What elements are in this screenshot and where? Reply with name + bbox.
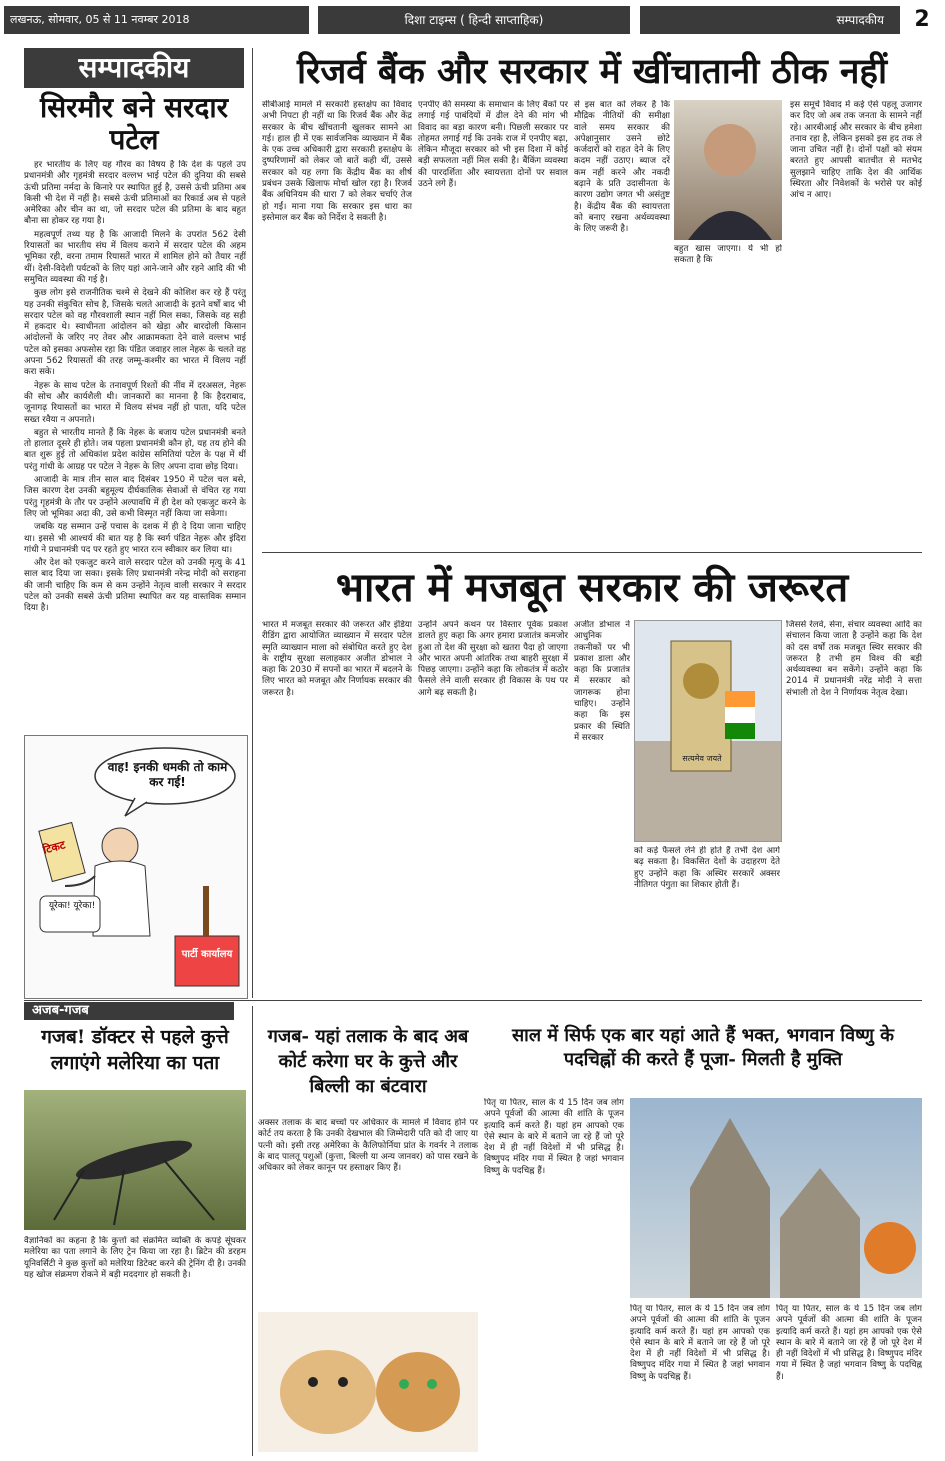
editorial-label: सम्पादकीय — [24, 48, 244, 88]
governor-photo-figure — [674, 100, 782, 240]
editorial-paragraph: जबकि यह सम्मान उन्हें पचास के दशक में ही दे दिया जाना चाहिए था। इससे भी आश्चर्य की बात यह है कि स्वर्ग पंडित नेहरू और इंदिरा गांधी ने प्रधानमंत्री पद पर रहते हुए भारत रत्न स्वीकार कर लिया था। — [24, 522, 246, 555]
temple-body: पितृ या पितर, साल के ये 15 दिन जब लोग अपने पूर्वजों की आत्मा की शांति के पूजन इत्यादि कर्म करते हैं। यहां हम आपको एक ऐसे स्थान के बारे में बताने जा रहे हैं जो पूरे देश में ही नहीं विदेशों में भी प्रसिद्ध है। विष्णुपद मंदिर गया में स्थित है जहां भगवान विष्णु के पदचिह्न हैं। — [484, 1098, 624, 1176]
divorce-body: अक्सर तलाक के बाद बच्चों पर अधिकार के मामले में विवाद होने पर कोर्ट तय करता है कि उनकी देखभाल की जिम्मेदारी पति को दी जाए या पत्नी को। इसी तरह अमेरिका के कैलिफोर्निया प्रांत के गवर्नर ने तलाक के बाद पालतू पशुओं (कुत्ता, बिल्ली या अन्य जानवर) को पास रखने के अधिकार को लेकर कानून पर हस्ताक्षर किए हैं। — [258, 1118, 478, 1174]
main-col-3b: बहुत खास जाएगा। ये भी हो सकता है कि — [674, 244, 782, 266]
editorial-paragraph: नेहरू के साथ पटेल के तनावपूर्ण रिश्तों की नींव में दरअसल, नेहरू की सोच और कार्यशैली थी। जानकारों का मानना है कि हैदराबाद, जूनागढ़ रियासतों का भारत में विलय संभव नहीं हो पाता, यदि पटेल सख्त रवैया न अपनाते। — [24, 380, 246, 425]
editorial-paragraph: महत्वपूर्ण तथ्य यह है कि आजादी मिलने के उपरांत 562 देसी रियासतों का भारतीय संघ में विलय कराने में सरदार पटेल की अहम भूमिका रही, वरना तमाम रियासतें भारत में शामिल होने को तैयार नहीं थीं। देसी-विदेशी पर्यटकों के लिए यहां आने-जाने और रहने आदि की भी समुचित व्यवस्था की गई है। — [24, 229, 246, 285]
section-name: सम्पादकीय — [640, 6, 900, 34]
ajab-body: वैज्ञानिकों का कहना है कि कुत्तों को संक्रमित व्यक्ति के कपड़े सूंघकर मलेरिया का पता लगाने के लिए ट्रेन किया जा रहा है। ब्रिटेन की डरहम यूनिवर्सिटी ने कुछ कुत्तों को मलेरिया डिटेक्ट करने की ट्रेनिंग दी है। उनकी यह खोज संक्रमण रोकने में बड़ी मददगार हो सकती है। — [24, 1236, 246, 1280]
divorce-headline: गजब- यहां तलाक के बाद अब कोर्ट करेगा घर के कुत्ते और बिल्ली का बंटवारा — [267, 1026, 469, 1097]
main-headline: रिजर्व बैंक और सरकार में खींचातानी ठीक नहीं — [296, 51, 888, 92]
second-col-3: अजीत डोभाल ने आधुनिक तकनीकों पर भी प्रकाश डाला और कहा कि प्रजातंत्र में सरकार को जागरूक होना चाहिए। उन्होंने कहा कि इस प्रकार की स्थिति में सरकार — [574, 620, 630, 743]
editorial-body — [24, 160, 246, 720]
dog-cat-photo — [258, 1312, 478, 1452]
masthead: दिशा टाइम्स ( हिन्दी साप्ताहिक) — [318, 6, 630, 34]
parliament-emblem — [635, 621, 781, 841]
second-headline: भारत में मजबूत सरकार की जरूरत — [335, 564, 849, 611]
parliament-photo — [634, 620, 782, 842]
bottom-divider — [24, 1000, 922, 1001]
ajab-gajab-band: अजब-गजब — [24, 1002, 234, 1020]
column-divider — [252, 48, 253, 998]
second-col-4: को कड़े फैसले लेने ही होते हैं तभी देश आगे बढ़ सकता है। विकसित देशों के उदाहरण देते हुए उन्होंने कहा कि अस्थिर सरकारें अक्सर नीतिगत पंगुता का शिकार होती हैं। — [634, 846, 780, 890]
page-number: 2 — [914, 7, 930, 32]
temple-col-3: पितृ या पितर, साल के ये 15 दिन जब लोग अपने पूर्वजों की आत्मा की शांति के पूजन इत्यादि कर्म करते हैं। यहां हम आपको एक ऐसे स्थान के बारे में बताने जा रहे हैं जो पूरे देश में ही नहीं विदेशों में भी प्रसिद्ध है। विष्णुपद मंदिर गया में स्थित है जहां भगवान विष्णु के पदचिह्न हैं। — [776, 1304, 922, 1382]
story-divider — [262, 552, 922, 553]
second-col-5: जिससे रेलवे, सेना, संचार व्यवस्था आदि का संचालन किया जाता है उन्होंने कहा कि देश को दस वर्षों तक मजबूत स्थिर सरकार की जरूरत है तभी हम विश्व की बड़ी अर्थव्यवस्था बन सकेंगे। उन्होंने कहा कि 2014 में प्रधानमंत्री नरेंद्र मोदी ने सत्ता संभाली तो देश ने निर्णायक नेतृत्व देखा। — [786, 620, 922, 698]
second-col-1: भारत में मजबूत सरकार की जरूरत और इंडिया रीडिंग द्वारा आयोजित व्याख्यान में सरदार पटेल स्मृति व्याख्यान माला को संबोधित करते हुए देश के राष्ट्रीय सुरक्षा सलाहकार अजीत डोभाल ने कहा कि 2030 में सपनों का भारत में बदलने के लिए भारत को मजबूत और निर्णायक सरकार की जरूरत है। — [262, 620, 412, 698]
editorial-paragraph: आजादी के मात्र तीन साल बाद दिसंबर 1950 में पटेल चल बसे, जिस कारण देश उनकी बहुमूल्य दीर्घकालिक सेवाओं से वंचित रह गया परंतु गृहमंत्री के तौर पर उन्होंने अल्पावधि में ही देश को एकजुट करने के लिए जो भूमिका अदा की, उसे कभी विस्मृत नहीं किया जा सकेगा। — [24, 475, 246, 519]
main-col-2: एनपीए की समस्या के समाधान के लिए बैंकों पर लगाई गई पाबंदियों में ढील देने की मांग भी विवाद का बड़ा कारण बनी। पिछली सरकार पर तोहमत लगाई गई कि उनके राज में एनपीए बढ़ा, लेकिन मौजूदा सरकार को भी इस दिशा में कोई बड़ी सफलता नहीं मिल सकी है। बैंकिंग व्यवस्था की पारदर्शिता और स्वायत्तता दोनों पर सवाल उठने लगे हैं। — [418, 100, 568, 190]
editorial-title: सिरमौर बने सरदार पटेल — [39, 91, 229, 156]
cartoon — [24, 735, 248, 999]
dog-cat-illustration — [258, 1312, 478, 1452]
temple-illustration — [630, 1098, 922, 1298]
mosquito-illustration — [24, 1090, 246, 1230]
date-line: लखनऊ, सोमवार, 05 से 11 नवम्बर 2018 — [4, 6, 309, 34]
editorial-paragraph: हर भारतीय के लिए यह गौरव का विषय है कि देश के पहले उप प्रधानमंत्री और गृहमंत्री सरदार वल्लभ भाई पटेल की दुनिया की सबसे ऊंची प्रतिमा नर्मदा के किनारे पर स्थापित हुई है, उससे ऊंची प्रतिमा अब किसी भी देश में नहीं है। सबसे ऊंची प्रतिमाओं का रिकार्ड अब से पहले अमेरिका और चीन का था, जो सरदार पटेल की प्रतिमा के बाद बहुत बौना सा होकर रह गया है। — [24, 160, 246, 227]
main-col-4: इस समूचे विवाद में कई ऐसे पहलू उजागर कर दिए जो अब तक जनता के सामने नहीं रहे। आरबीआई और सरकार के बीच हमेशा तनाव रहा है, लेकिन इसको इस हद तक ले जाना उचित नहीं है। दोनों पक्षों को संयम बरतते हुए आपसी बातचीत से मतभेद सुलझाने चाहिए ताकि देश की आर्थिक स्थिरता और निवेशकों के भरोसे पर कोई आंच न आए। — [790, 100, 922, 201]
top-bar — [0, 0, 945, 40]
main-col-1: सीबीआई मामले में सरकारी हस्तक्षेप का विवाद अभी निपटा ही नहीं था कि रिजर्व बैंक और केंद्र सरकार के बीच खींचतानी खुलकर सामने आ गई। हाल ही में एक सार्वजनिक व्याख्यान में बैंक के एक उच्च अधिकारी द्वारा सरकारी हस्तक्षेप के दुष्परिणामों को लेकर जो बातें कही थीं, उससे सरकार को यह लगा कि केंद्रीय बैंक का शीर्ष प्रबंधन उसके खिलाफ मोर्चा खोल रहा है। रिजर्व बैंक अधिनियम की धारा 7 को लेकर चर्चाएं तेज हो गईं। माना गया कि सरकार इस धारा का इस्तेमाल कर बैंक को निर्देश दे सकती है। — [262, 100, 412, 223]
cartoon-ticket: टिकट — [41, 838, 67, 857]
editorial-paragraph: बहुत से भारतीय मानते हैं कि नेहरू के बजाय पटेल प्रधानमंत्री बनते तो हालात दूसरे ही होते। जब पहला प्रधानमंत्री कौन हो, यह तय होने की बात शुरू हुई तो अधिकांश प्रदेश कांग्रेस समितियां पटेल के पक्ष में थीं परंतु गांधी के आग्रह पर पटेल ने नेहरू के लिए अपना दावा छोड़ दिया। — [24, 427, 246, 472]
column-divider-2 — [252, 1006, 253, 1456]
editorial-paragraph: और देश को एकजुट करने वाले सरदार पटेल को उनकी मृत्यु के 41 साल बाद दिया जा सका। इसके लिए प्रधानमंत्री नरेन्द्र मोदी को सराहना की जानी चाहिए कि कम से कम उन्होंने नेतृत्व वाली सरकार ने सरदार पटेल को उनकी सबसे ऊंची प्रतिमा स्थापित कर यह वास्तविक सम्मान दिया है। — [24, 558, 246, 614]
temple-col-2: पितृ या पितर, साल के ये 15 दिन जब लोग अपने पूर्वजों की आत्मा की शांति के पूजन इत्यादि कर्म करते हैं। यहां हम आपको एक ऐसे स्थान के बारे में बताने जा रहे हैं जो पूरे देश में ही नहीं विदेशों में भी प्रसिद्ध है। विष्णुपद मंदिर गया में स्थित है जहां भगवान विष्णु के पदचिह्न हैं। — [630, 1304, 770, 1382]
ajab-headline: गजब! डॉक्टर से पहले कुत्ते लगाएंगे मलेरिया का पता — [41, 1026, 229, 1074]
temple-photo — [630, 1098, 922, 1298]
mosquito-photo — [24, 1090, 246, 1230]
governor-photo — [674, 100, 782, 240]
temple-headline: साल में सिर्फ एक बार यहां आते हैं भक्त, भगवान विष्णु के पदचिह्नों की करते हैं पूजा- मिलती है मुक्ति — [512, 1025, 894, 1070]
main-col-3: से इस बात को लेकर है कि मौद्रिक नीतियों की समीक्षा वाले समय सरकार की अपेक्षानुसार उसने छोटे कर्जदारों को राहत देने के लिए कदम नहीं उठाए। ब्याज दरें कम नहीं करने और नकदी बढ़ाने के प्रति उदासीनता के कारण उद्योग जगत भी असंतुष्ट है। केंद्रीय बैंक की स्वायत्तता को बनाए रखना अर्थव्यवस्था के लिए जरूरी है। — [574, 100, 670, 235]
second-col-2: उन्होंने अपने कथन पर विस्तार पूर्वक प्रकाश डालते हुए कहा कि अगर हमारा प्रजातंत्र कमजोर हुआ तो देश की सुरक्षा को खतरा पैदा हो जाएगा और भारत अपनी आंतरिक तथा बाहरी सुरक्षा में पिछड़ जाएगा। उन्होंने कहा कि लोकतंत्र में कठोर फैसले लेने वाली सरकार ही विकास के पथ पर आगे बढ़ सकती है। — [418, 620, 568, 698]
cartoon-board: पार्टी कार्यालय — [181, 949, 233, 960]
editorial-paragraph: कुछ लोग इसे राजनीतिक चश्मे से देखने की कोशिश कर रहे हैं परंतु यह उनकी संकुचित सोच है, जिसके चलते आजादी के इतने वर्षों बाद भी सरदार पटेल को वह गौरवशाली स्थान नहीं मिल सका, जिसके वह सही में हकदार थे। स्वाधीनता आंदोलन को खेड़ा और बारदोली किसान आंदोलनों के जरिए नए तेवर और आक्रामकता देने वाले वल्लभ भाई पटेल को इसका अफसोस रहा कि पंडित जवाहर लाल नेहरू के चलते वह अपना 562 रियासतों की तरह जम्मू-कश्मीर का भारत में विलय नहीं करा सके। — [24, 288, 246, 378]
emblem-caption: सत्यमेव जयते — [682, 754, 722, 763]
cartoon-cry: यूरेका! यूरेका! — [48, 901, 96, 911]
cartoon-speech: वाह! इनकी धमकी तो काम कर गई! — [107, 760, 228, 789]
